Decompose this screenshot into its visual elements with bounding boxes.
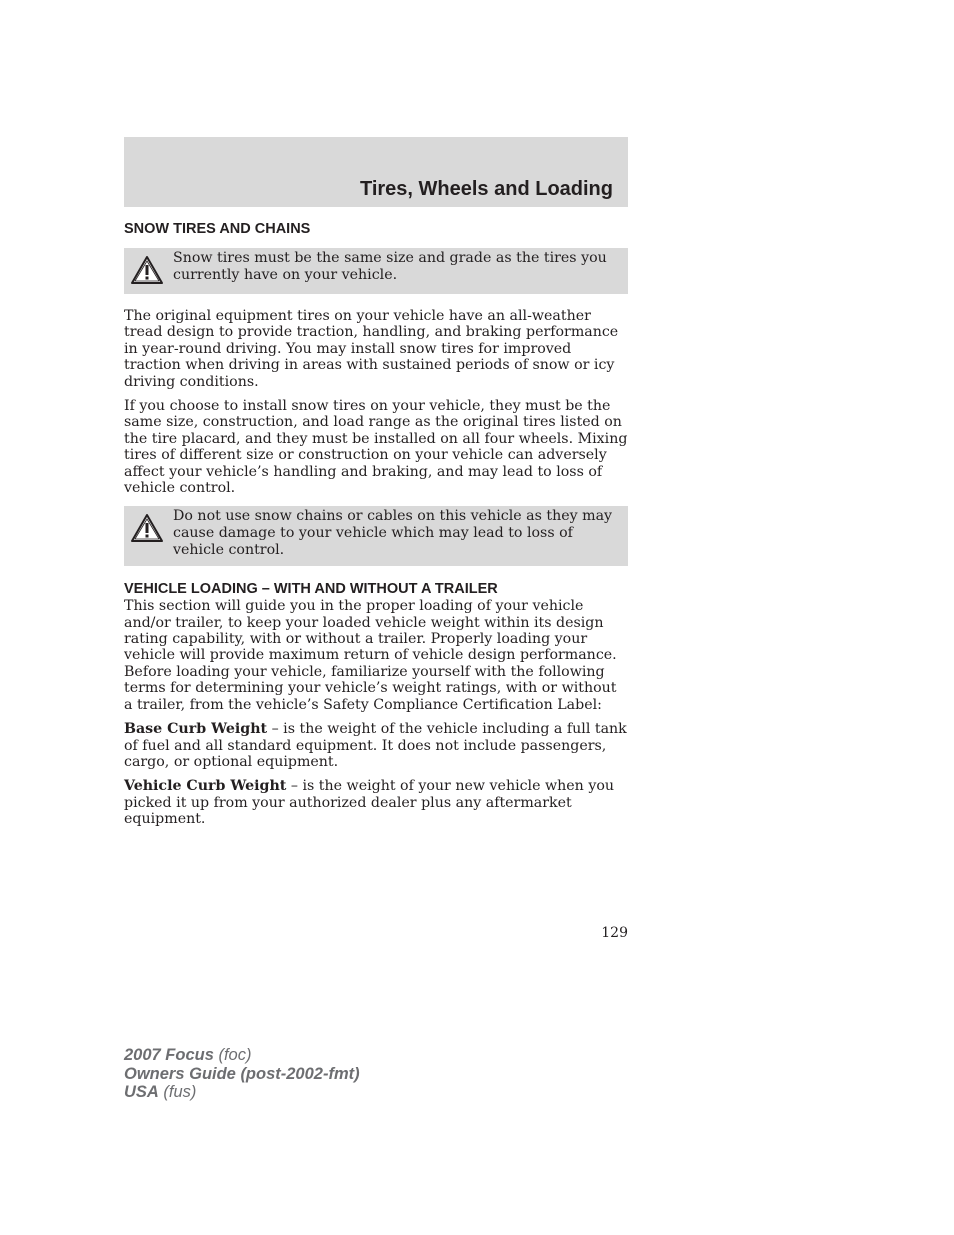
term: Vehicle Curb Weight xyxy=(124,778,287,795)
section-heading-snow-tires: SNOW TIRES AND CHAINS xyxy=(124,221,311,237)
warning-triangle-icon xyxy=(130,512,164,544)
definition: – is the weight of your new vehicle when you picked it up from your authorized dealer plus any aftermarket equipment. xyxy=(124,778,615,828)
document-footer xyxy=(124,1046,360,1102)
warning-triangle-icon xyxy=(130,254,164,286)
warning-text: Do not use snow chains or cables on this vehicle as they may cause damage to your vehicle which may lead to loss of vehicle control. xyxy=(173,508,613,558)
definition-base-curb-weight xyxy=(124,721,628,770)
chapter-title: Tires, Wheels and Loading xyxy=(359,178,613,200)
paragraph: This section will guide you in the proper loading of your vehicle and/or trailer, to keep your loaded vehicle weight within its design rating capability, with or without a trailer. Properly loading your vehicle will provide maximum return of vehicle design performance. Before loading your vehicle, familiarize yourself with the following terms for determining your vehicle’s weight ratings, with or without a trailer, from the vehicle’s Safety Compliance Certification Label: xyxy=(124,598,617,713)
warning-box-snow-tires-size xyxy=(124,248,628,294)
paragraph: The original equipment tires on your vehicle have an all-weather tread design to provide traction, handling, and braking performance in year-round driving. You may install snow tires for improved traction when driving in areas with sustained periods of snow or icy driving conditions. xyxy=(124,308,619,390)
chapter-header-band xyxy=(124,137,628,207)
warning-text: Snow tires must be the same size and grade as the tires you currently have on your vehicle. xyxy=(173,250,607,283)
footer-line-guide: Owners Guide (post-2002-fmt) xyxy=(124,1064,360,1083)
section-heading-vehicle-loading: VEHICLE LOADING – WITH AND WITHOUT A TRAILER xyxy=(124,581,498,598)
definition: – is the weight of the vehicle including a full tank of fuel and all standard equipment. It does not include passengers, cargo, or optional equipment. xyxy=(124,721,627,770)
definition-vehicle-curb-weight xyxy=(124,778,628,827)
paragraph: If you choose to install snow tires on your vehicle, they must be the same size, construction, and load range as the original tires listed on the tire placard, and they must be installed on all four wheels. Mixing tires of different size or construction on your vehicle can adversely affect your vehicle’s handling and braking, and may lead to loss of vehicle control. xyxy=(124,398,628,497)
term: Base Curb Weight xyxy=(124,721,268,738)
page-number: 129 xyxy=(601,925,628,941)
warning-box-snow-chains xyxy=(124,506,628,566)
footer-line-model: 2007 Focus (foc) xyxy=(124,1046,252,1064)
footer-line-market: USA (fus) xyxy=(124,1083,197,1101)
page-content xyxy=(124,220,628,836)
